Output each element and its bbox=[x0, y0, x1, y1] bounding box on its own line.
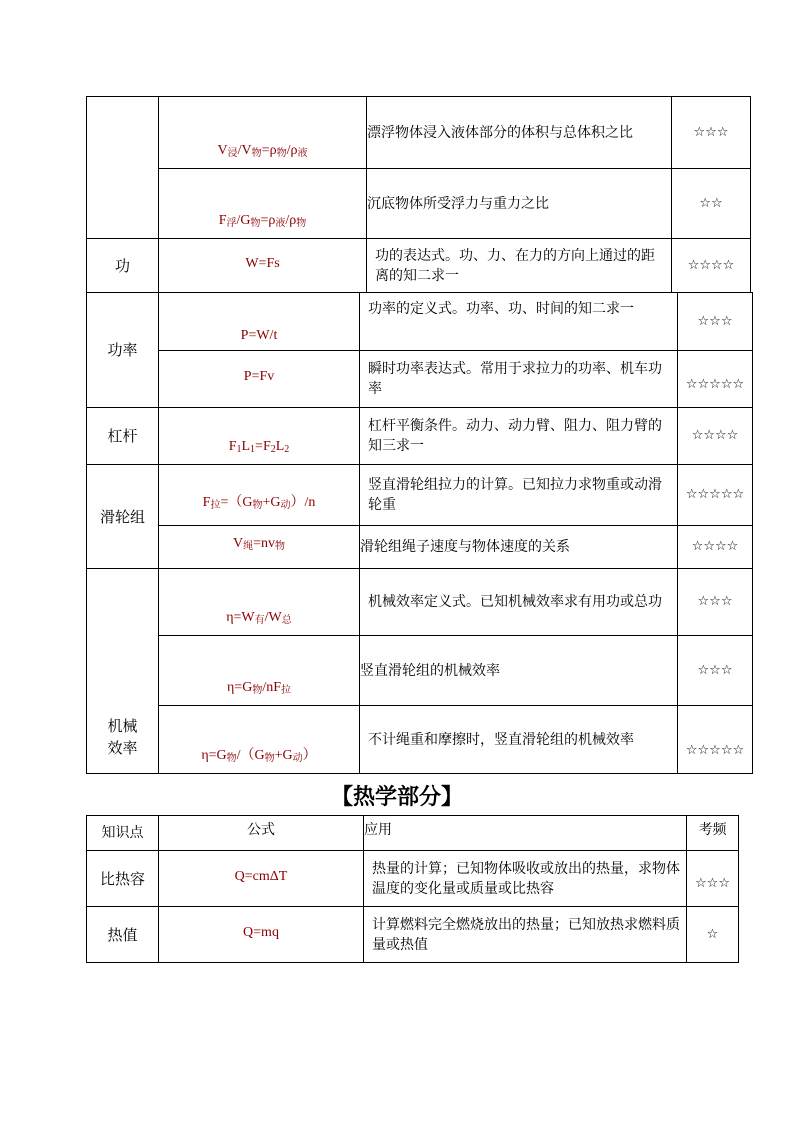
formula-cell: $\eta=W_有/W_总$ bbox=[159, 569, 360, 636]
description-cell: 漂浮物体浸入液体部分的体积与总体积之比 bbox=[367, 97, 672, 169]
description-cell: 不计绳重和摩擦时，竖直滑轮组的机械效率 bbox=[360, 706, 678, 774]
formula-cell: P=W/t bbox=[159, 293, 360, 351]
table-row bbox=[87, 169, 751, 239]
frequency-stars: ☆☆☆☆☆ bbox=[678, 351, 753, 408]
table-row bbox=[87, 526, 753, 569]
formula-cell: $\eta=G_物/(G_物+G_动)$ bbox=[159, 706, 360, 774]
category-cell bbox=[87, 569, 159, 774]
category-cell-empty bbox=[87, 97, 159, 239]
description-cell: 功率的定义式。功率、功、时间的知二求一 bbox=[360, 293, 678, 351]
formula-cell: $F_1L_1=F_2L_2$ bbox=[159, 408, 360, 465]
frequency-stars: ☆☆ bbox=[672, 169, 751, 239]
description-cell: 竖直滑轮组的机械效率 bbox=[360, 636, 678, 706]
description-cell: 滑轮组绳子速度与物体速度的关系 bbox=[360, 526, 678, 569]
frequency-stars: ☆☆☆☆ bbox=[678, 408, 753, 465]
formula-cell: $\eta=G_物/nF_拉$ bbox=[159, 636, 360, 706]
description-cell: 沉底物体所受浮力与重力之比 bbox=[367, 169, 672, 239]
frequency-stars: ☆☆☆ bbox=[687, 851, 739, 907]
formula-cell: $V_浸/V_物=\rho_物/\rho_液$ bbox=[159, 97, 367, 169]
frequency-stars: ☆☆☆ bbox=[678, 636, 753, 706]
frequency-stars: ☆ bbox=[687, 907, 739, 963]
table-row bbox=[87, 569, 753, 636]
table-row bbox=[87, 293, 753, 351]
table-row bbox=[87, 408, 753, 465]
table-row bbox=[87, 907, 739, 963]
formula-cell: $F_拉=(G_物+G_动)/n$ bbox=[159, 465, 360, 526]
table-row bbox=[87, 351, 753, 408]
category-cell: 杠杆 bbox=[87, 408, 159, 465]
header-application: 应用 bbox=[364, 816, 687, 851]
heat-table bbox=[86, 815, 739, 963]
description-cell: 杠杆平衡条件。动力、动力臂、阻力、阻力臂的知三求一 bbox=[360, 408, 678, 465]
header-frequency: 考频 bbox=[687, 816, 739, 851]
formula-cell: W=Fs bbox=[159, 239, 367, 293]
category-cell: 滑轮组 bbox=[87, 465, 159, 569]
frequency-stars: ☆☆☆☆ bbox=[678, 526, 753, 569]
frequency-stars: ☆☆☆ bbox=[672, 97, 751, 169]
table-row bbox=[87, 465, 753, 526]
frequency-stars: ☆☆☆☆ bbox=[672, 239, 751, 293]
frequency-stars: ☆☆☆ bbox=[678, 293, 753, 351]
header-row bbox=[87, 816, 739, 851]
formula-cell: $F_浮/G_物=\rho_液/\rho_物$ bbox=[159, 169, 367, 239]
table-row bbox=[87, 97, 751, 169]
header-formula: 公式 bbox=[159, 816, 364, 851]
table-row bbox=[87, 851, 739, 907]
header-topic: 知识点 bbox=[87, 816, 159, 851]
table-row bbox=[87, 239, 751, 293]
description-cell: 瞬时功率表达式。常用于求拉力的功率、机车功率 bbox=[360, 351, 678, 408]
description-cell: 热量的计算；已知物体吸收或放出的热量，求物体温度的变化量或质量或比热容 bbox=[364, 851, 687, 907]
mechanics-table-bottom bbox=[86, 292, 753, 774]
description-cell: 功的表达式。功、力、在力的方向上通过的距离的知二求一 bbox=[367, 239, 672, 293]
description-cell: 竖直滑轮组拉力的计算。已知拉力求物重或动滑轮重 bbox=[360, 465, 678, 526]
category-cell: 功率 bbox=[87, 293, 159, 408]
category-cell: 热值 bbox=[87, 907, 159, 963]
frequency-stars: ☆☆☆☆☆ bbox=[678, 465, 753, 526]
description-cell: 计算燃料完全燃烧放出的热量；已知放热求燃料质量或热值 bbox=[364, 907, 687, 963]
frequency-stars: ☆☆☆ bbox=[678, 569, 753, 636]
section-heading: 【热学部分】 bbox=[330, 785, 463, 810]
table-row bbox=[87, 706, 753, 774]
mechanics-table-top bbox=[86, 96, 751, 293]
table-row bbox=[87, 636, 753, 706]
formula-cell: P=Fv bbox=[159, 351, 360, 408]
category-label: 机械效率 bbox=[107, 717, 138, 757]
frequency-stars: ☆☆☆☆☆ bbox=[678, 706, 753, 774]
category-cell: 比热容 bbox=[87, 851, 159, 907]
category-cell: 功 bbox=[87, 239, 159, 293]
formula-cell: Q=cmΔT bbox=[159, 851, 364, 907]
formula-cell: Q=mq bbox=[159, 907, 364, 963]
formula-cell: $V_绳=nv_物$ bbox=[159, 526, 360, 569]
description-cell: 机械效率定义式。已知机械效率求有用功或总功 bbox=[360, 569, 678, 636]
